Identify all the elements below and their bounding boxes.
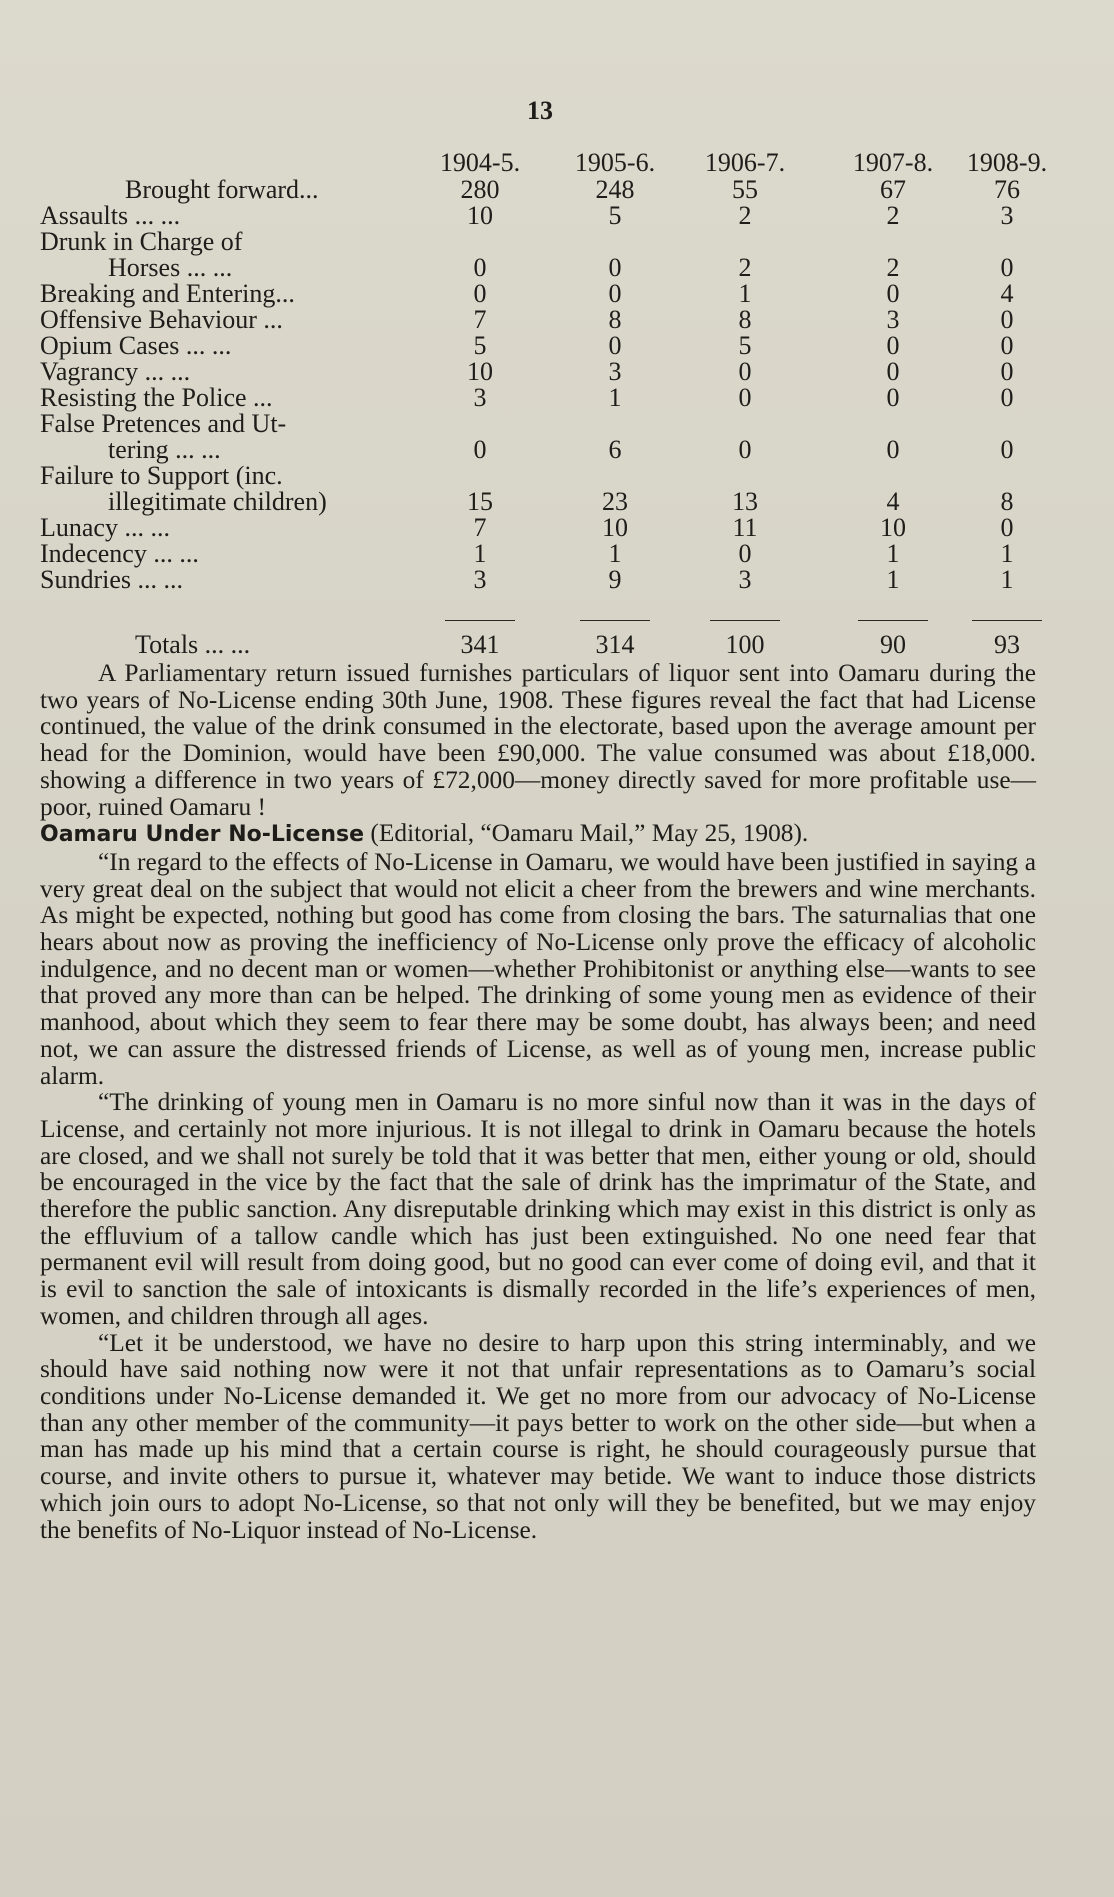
cell-value: 0 <box>608 279 622 308</box>
cell-value: 11 <box>732 513 758 542</box>
cell-value: 0 <box>738 435 752 464</box>
cell-value: 67 <box>880 175 906 204</box>
cell-value: 0 <box>608 253 622 282</box>
table-row <box>40 255 1040 281</box>
cell-value: 0 <box>1000 383 1014 412</box>
cell-value: 15 <box>467 487 493 516</box>
column-header: 1905-6. <box>574 148 656 177</box>
table-row <box>40 463 1040 489</box>
table-row <box>40 489 1040 515</box>
row-label: False Pretences and Ut- <box>40 409 287 438</box>
table-row <box>40 411 1040 437</box>
total-value: 100 <box>725 630 765 659</box>
cell-value: 2 <box>886 201 900 230</box>
row-label: Vagrancy ... ... <box>40 357 191 386</box>
row-label: Opium Cases ... ... <box>40 331 232 360</box>
cell-value: 0 <box>1000 357 1014 386</box>
total-rule <box>710 620 780 621</box>
cell-value: 6 <box>608 435 622 464</box>
cell-value: 3 <box>886 305 900 334</box>
table-row <box>40 359 1040 385</box>
cell-value: 0 <box>886 435 900 464</box>
cell-value: 1 <box>608 383 622 412</box>
cell-value: 10 <box>467 201 493 230</box>
row-label: Offensive Behaviour ... <box>40 305 283 334</box>
cell-value: 0 <box>886 357 900 386</box>
cell-value: 1 <box>1000 539 1014 568</box>
totals-label: Totals ... ... <box>135 630 251 659</box>
total-rule <box>858 620 928 621</box>
row-label: Indecency ... ... <box>40 539 199 568</box>
cell-value: 5 <box>608 201 622 230</box>
cell-value: 0 <box>473 253 487 282</box>
editorial-heading-line <box>40 820 1036 849</box>
cell-value: 280 <box>460 175 500 204</box>
row-label: Lunacy ... ... <box>40 513 170 542</box>
cell-value: 76 <box>994 175 1020 204</box>
cell-value: 3 <box>608 357 622 386</box>
total-rule <box>972 620 1042 621</box>
row-label: Resisting the Police ... <box>40 383 273 412</box>
cell-value: 0 <box>738 539 752 568</box>
cell-value: 10 <box>880 513 906 542</box>
cell-value: 5 <box>473 331 487 360</box>
paragraph: “Let it be understood, we have no desire to harp upon this string interminably, and we should have said nothing now were it not that unfair representations as to Oamaru’s social conditions under No-License demanded it. We get no more from our advocacy of No-License than any other member of the community—it pays better to work on the other side—but when a man has made up his mind that a certain course is right, he should courageously pursue that course, and invite others to pursue it, whatever may betide. We want to induce those districts which join ours to adopt No-License, so that not only will they be benefited, but we may enjoy the benefits of No-Liquor instead of No-License. <box>40 1328 1036 1544</box>
cell-value: 4 <box>886 487 900 516</box>
cell-value: 0 <box>473 435 487 464</box>
cell-value: 2 <box>738 201 752 230</box>
cell-value: 1 <box>1000 565 1014 594</box>
cell-value: 1 <box>473 539 487 568</box>
cell-value: 0 <box>1000 513 1014 542</box>
page-number: 13 <box>527 96 553 125</box>
table-row <box>40 281 1040 307</box>
cell-value: 10 <box>602 513 628 542</box>
section-heading: Oamaru Under No-License <box>40 822 365 848</box>
total-value: 90 <box>880 630 906 659</box>
cell-value: 3 <box>473 565 487 594</box>
cell-value: 3 <box>1000 201 1014 230</box>
cell-value: 0 <box>608 331 622 360</box>
table-row <box>40 541 1040 567</box>
cell-value: 7 <box>473 305 487 334</box>
cell-value: 55 <box>732 175 758 204</box>
cell-value: 1 <box>886 565 900 594</box>
column-header: 1904-5. <box>439 148 521 177</box>
paragraph: “In regard to the effects of No-License in Oamaru, we would have been justified in saying a very great deal on the subject that would not elicit a cheer from the brewers and wine merchants. As might be expected, nothing but good has come from closing the bars. The saturnalias that one hears about now as proving the inefficiency of No-License only prove the efficacy of alcoholic indulgence, and no decent man or women—whether Prohibitonist or anything else—wants to see that proved any more than can be helped. The drinking of some young men as evidence of their manhood, about which they seem to fear there may be some doubt, has always been; and need not, we can assure the distressed friends of License, as well as of young men, increase public alarm. <box>40 847 1036 1090</box>
cell-value: 23 <box>602 487 628 516</box>
cell-value: 8 <box>608 305 622 334</box>
column-header: 1908-9. <box>966 148 1048 177</box>
cell-value: 0 <box>886 279 900 308</box>
cell-value: 0 <box>473 279 487 308</box>
total-rule <box>445 620 515 621</box>
table-row <box>40 567 1040 593</box>
total-value: 93 <box>994 630 1020 659</box>
column-header: 1907-8. <box>852 148 934 177</box>
totals-row <box>40 632 1040 658</box>
row-label: Breaking and Entering... <box>40 279 295 308</box>
cell-value: 248 <box>595 175 635 204</box>
cell-value: 13 <box>732 487 758 516</box>
cell-value: 0 <box>886 331 900 360</box>
row-label: Failure to Support (inc. <box>40 461 283 490</box>
row-label: Drunk in Charge of <box>40 227 243 256</box>
cell-value: 0 <box>1000 305 1014 334</box>
cell-value: 9 <box>608 565 622 594</box>
table-row <box>40 307 1040 333</box>
paragraph: A Parliamentary return issued furnishes particulars of liquor sent into Oamaru during the two years of No-License ending 30th June, 1908. These figures reveal the fact that had License continued, the value of the drink consumed in the electorate, based upon the average amount per head for the Dominion, would have been £90,000. The value consumed was about £18,000. showing a difference in two years of £72,000—money directly saved for more profitable use—poor, ruined Oamaru ! <box>40 659 1036 821</box>
cell-value: 0 <box>738 357 752 386</box>
table-row <box>40 333 1040 359</box>
cell-value: 0 <box>1000 253 1014 282</box>
cell-value: 2 <box>738 253 752 282</box>
cell-value: 3 <box>473 383 487 412</box>
column-header: 1906-7. <box>704 148 786 177</box>
cell-value: 4 <box>1000 279 1014 308</box>
cell-value: 7 <box>473 513 487 542</box>
cell-value: 1 <box>608 539 622 568</box>
row-label: tering ... ... <box>108 435 221 464</box>
table-row <box>40 203 1040 229</box>
row-label: Horses ... ... <box>108 253 233 282</box>
row-label: Assaults ... ... <box>40 201 181 230</box>
table-row <box>40 229 1040 255</box>
table-row <box>40 177 1040 203</box>
cell-value: 1 <box>886 539 900 568</box>
table-row <box>40 515 1040 541</box>
row-label: Sundries ... ... <box>40 565 183 594</box>
row-label: illegitimate children) <box>108 487 327 516</box>
row-label: Brought forward... <box>125 175 319 204</box>
cell-value: 0 <box>886 383 900 412</box>
cell-value: 3 <box>738 565 752 594</box>
cell-value: 5 <box>738 331 752 360</box>
cell-value: 1 <box>738 279 752 308</box>
table-row <box>40 385 1040 411</box>
cell-value: 0 <box>1000 435 1014 464</box>
heading-citation: (Editorial, “Oamaru Mail,” May 25, 1908). <box>364 819 809 848</box>
article-text <box>40 660 1036 1543</box>
total-value: 314 <box>595 630 635 659</box>
cell-value: 10 <box>467 357 493 386</box>
paragraph: “The drinking of young men in Oamaru is no more sinful now than it was in the days of License, and certainly not more injurious. It is not illegal to drink in Oamaru because the hotels are closed, and we shall not surely be told that it was better that men, either young or old, should be encouraged in the vice by the fact that the sale of drink has the imprimatur of the State, and therefore the public sanction. Any disreputable drinking which may exist in this district is only as the effluvium of a tallow candle which has just been extinguished. No one need fear that permanent evil will result from doing good, but no good can ever come of doing evil, and that it is evil to sanction the sale of intoxicants is dismally recorded in the life’s experiences of men, women, and children through all ages. <box>40 1088 1036 1330</box>
total-rule <box>580 620 650 621</box>
table-row <box>40 437 1040 463</box>
cell-value: 0 <box>738 383 752 412</box>
cell-value: 2 <box>886 253 900 282</box>
cell-value: 0 <box>1000 331 1014 360</box>
cell-value: 8 <box>1000 487 1014 516</box>
total-value: 341 <box>460 630 500 659</box>
cell-value: 8 <box>738 305 752 334</box>
